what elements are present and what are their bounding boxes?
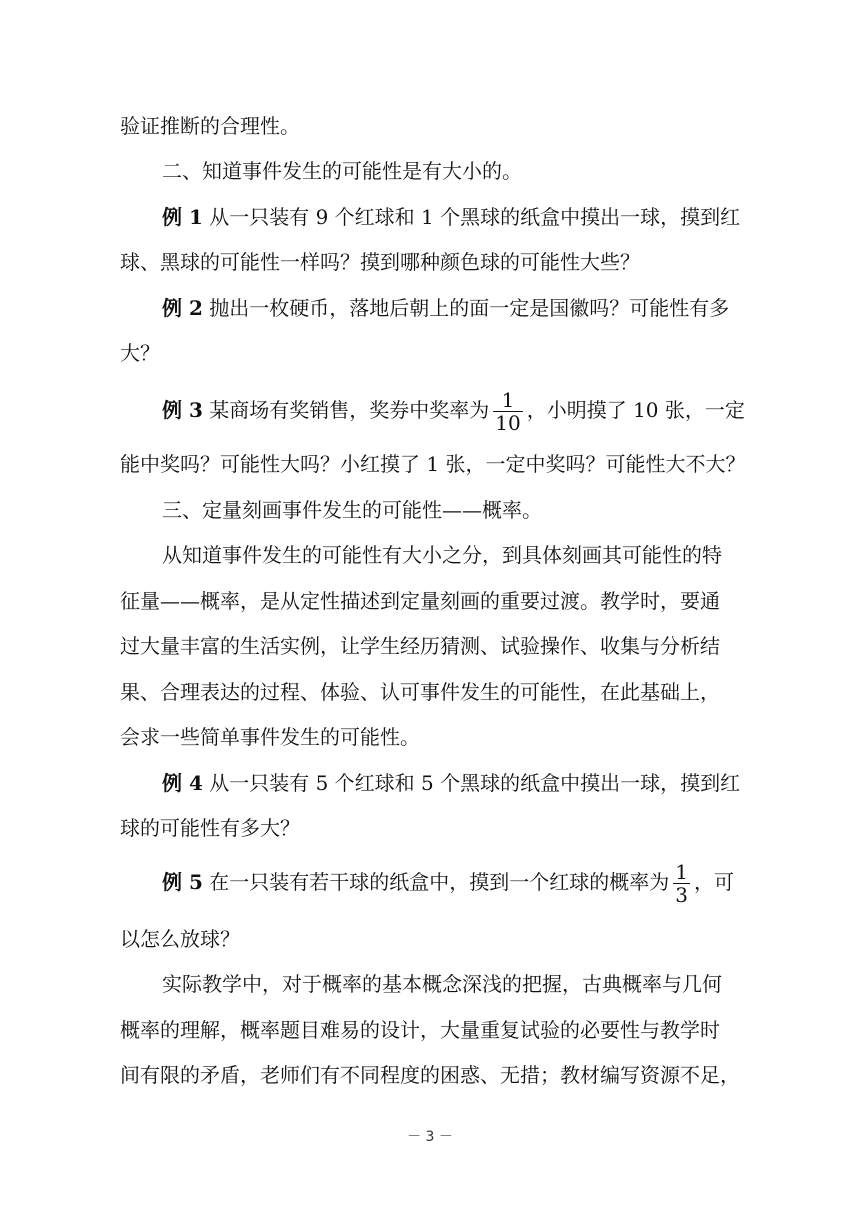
paragraph-line: 实际教学中，对于概率的基本概念深浅的把握，古典概率与几何 — [162, 972, 722, 996]
example-text: 某商场有奖销售，奖券中奖率为 — [202, 398, 490, 422]
fraction — [493, 389, 522, 434]
section-heading-2: 二、知道事件发生的可能性是有大小的。 — [162, 159, 522, 183]
paragraph-line: 从知道事件发生的可能性有大小之分，到具体刻画其可能性的特 — [162, 543, 722, 567]
example-text: 从一只装有 9 个红球和 1 个黑球的纸盒中摸出一球，摸到红 — [202, 205, 741, 229]
text-line: 能中奖吗？可能性大吗？小红摸了 1 张，一定中奖吗？可能性大不大？ — [120, 452, 746, 476]
example-text: ，可 — [693, 870, 734, 894]
example-label: 例 5 — [162, 870, 203, 894]
fraction-numerator: 1 — [675, 860, 688, 884]
fraction-numerator: 1 — [501, 388, 515, 412]
text-line: 球的可能性有多大？ — [120, 816, 300, 840]
paragraph-line: 果、合理表达的过程、体验、认可事件发生的可能性，在此基础上， — [120, 680, 720, 704]
example-5 — [162, 857, 860, 907]
example-2 — [162, 294, 860, 322]
example-label: 例 1 — [162, 205, 203, 229]
example-4 — [162, 769, 860, 797]
example-1 — [162, 203, 860, 231]
paragraph-line: 间有限的矛盾，老师们有不同程度的困惑、无措；教材编写资源不足， — [120, 1063, 740, 1087]
example-label: 例 3 — [162, 398, 203, 422]
paragraph-line: 会求一些简单事件发生的可能性。 — [120, 725, 420, 749]
example-label: 例 4 — [162, 771, 203, 795]
paragraph-line: 征量——概率，是从定性描述到定量刻画的重要过渡。教学时，要通 — [120, 589, 720, 613]
text-line: 球、黑球的可能性一样吗？摸到哪种颜色球的可能性大些？ — [120, 250, 640, 274]
example-3 — [162, 385, 860, 435]
paragraph-line: 概率的理解，概率题目难易的设计，大量重复试验的必要性与教学时 — [120, 1018, 720, 1042]
paragraph-line: 过大量丰富的生活实例，让学生经历猜测、试验操作、收集与分析结 — [120, 634, 720, 658]
fraction — [673, 861, 690, 906]
example-text: 在一只装有若干球的纸盒中，摸到一个红球的概率为 — [202, 870, 670, 894]
fraction-denominator: 10 — [495, 411, 521, 435]
example-label: 例 2 — [162, 296, 203, 320]
text-line: 大？ — [120, 341, 160, 365]
example-text: ，小明摸了 10 张，一定 — [526, 398, 745, 422]
text-line: 以怎么放球？ — [120, 927, 240, 951]
section-heading-3: 三、定量刻画事件发生的可能性——概率。 — [162, 498, 542, 522]
example-text: 抛出一枚硬币，落地后朝上的面一定是国徽吗？可能性有多 — [202, 296, 730, 320]
fraction-denominator: 3 — [675, 883, 688, 907]
text-line: 验证推断的合理性。 — [120, 114, 300, 138]
example-text: 从一只装有 5 个红球和 5 个黑球的纸盒中摸出一球，摸到红 — [202, 771, 741, 795]
page-number: － 3 － — [407, 1129, 453, 1145]
